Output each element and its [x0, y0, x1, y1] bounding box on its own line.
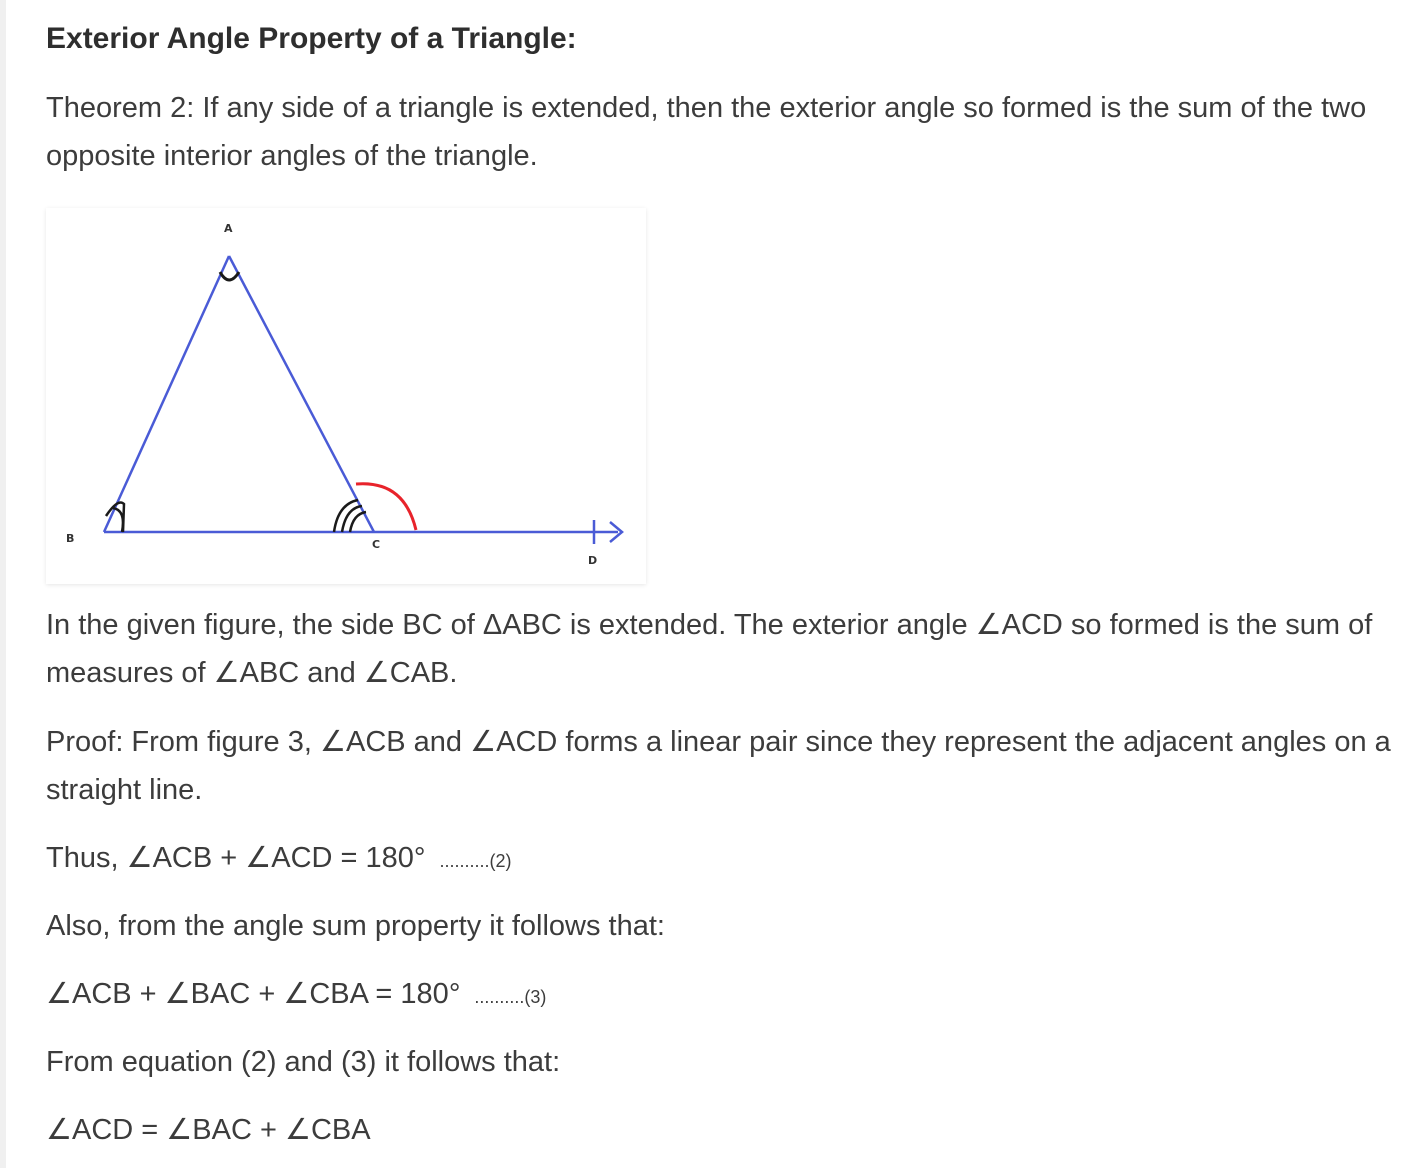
left-margin-rule — [0, 0, 6, 1168]
angle-sum-intro: Also, from the angle sum property it follows that: — [46, 910, 665, 942]
from-equations-text: From equation (2) and (3) it follows that: — [46, 1046, 561, 1078]
result-equation: ∠ACD = ∠BAC + ∠CBA — [46, 1114, 371, 1146]
side-ac — [229, 256, 374, 532]
label-b: B — [66, 532, 75, 545]
section-heading: Exterior Angle Property of a Triangle: — [46, 22, 577, 55]
equation-2 — [46, 834, 512, 885]
given-text: In the given figure, the side BC of ΔABC is extended. The exterior angle ∠ACD so formed is the sum of measures of ∠ABC and ∠CAB. — [46, 609, 1373, 689]
equation-2-ref-dots: ..........(2) — [439, 851, 512, 871]
angle-c-mark-3 — [350, 512, 366, 532]
triangle-diagram — [46, 208, 646, 584]
angle-a-mark — [220, 272, 239, 280]
equation-2-text: Thus, ∠ACB + ∠ACD = 180° — [46, 842, 426, 874]
proof-text: Proof: From figure 3, ∠ACB and ∠ACD forms a linear pair since they represent the adjacent angles on a straight line. — [46, 726, 1391, 806]
equation-3-ref-dots: ..........(3) — [474, 987, 547, 1007]
equation-3-text: ∠ACB + ∠BAC + ∠CBA = 180° — [46, 978, 461, 1010]
triangle-figure — [46, 208, 646, 584]
label-c: C — [372, 538, 381, 551]
label-a: A — [224, 222, 233, 235]
label-d: D — [588, 554, 598, 567]
equation-3 — [46, 970, 546, 1021]
theorem-text: Theorem 2: If any side of a triangle is extended, then the exterior angle so formed is the sum of the two opposite interior angles of the triangle. — [46, 92, 1367, 172]
exterior-angle-arc — [356, 484, 416, 530]
side-ab — [104, 256, 229, 532]
